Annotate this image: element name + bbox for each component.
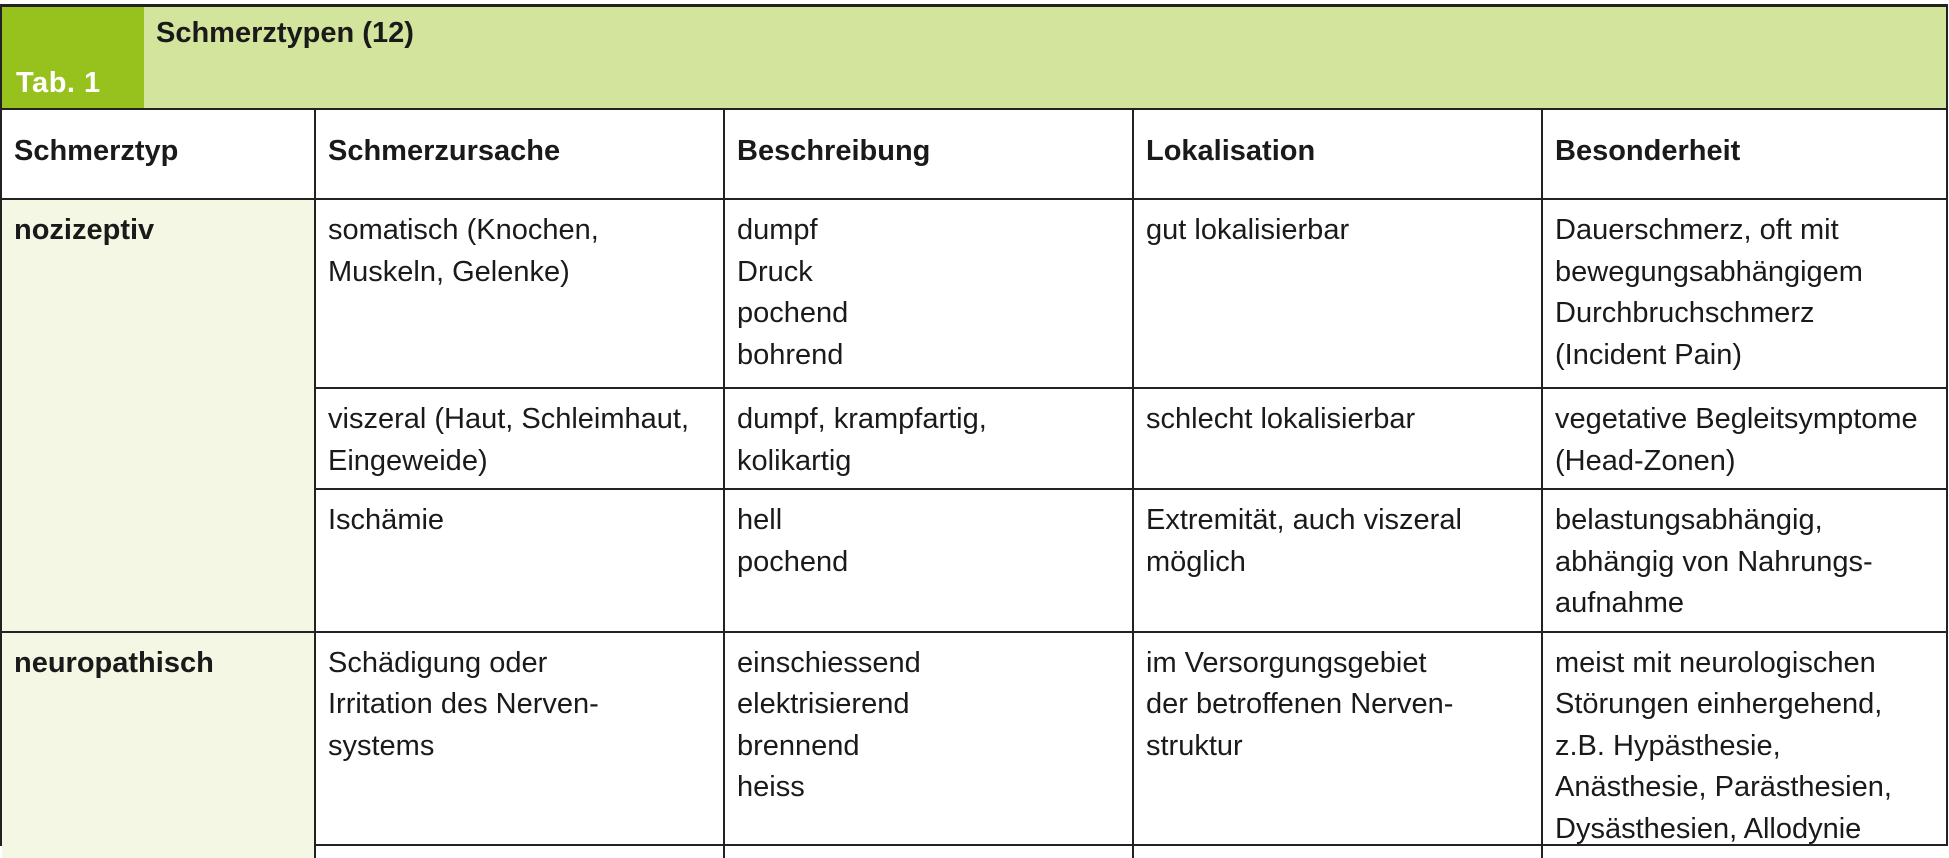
cell-line: Extremität, auch viszeral [1146, 504, 1462, 536]
pain-type-cell [2, 632, 315, 858]
cause-cell [315, 199, 724, 388]
column-header-schmerztyp: Schmerztyp [2, 110, 315, 199]
cell-line: Störungen einhergehend, [1555, 688, 1883, 720]
cell-line: brennend [737, 729, 860, 762]
cell-line: Ischämie [328, 504, 445, 536]
tab-number-badge [2, 7, 144, 108]
column-header-schmerzursache: Schmerzursache [315, 110, 724, 199]
column-header-besonderheit: Besonderheit [1542, 110, 1946, 199]
cell-line: Dauerschmerz, oft mit [1555, 214, 1839, 246]
column-header-beschreibung: Beschreibung [724, 110, 1133, 199]
special-cell [1542, 388, 1946, 489]
cell-line: dumpf, krampfartig, [737, 403, 987, 435]
cause-cell [315, 489, 724, 632]
cell-line: schlecht lokalisierbar [1146, 403, 1416, 435]
cell-line: (Head-Zonen) [1555, 444, 1736, 477]
cell-line: Dysästhesien, Allodynie [1555, 812, 1862, 845]
pain-type-cell [2, 199, 315, 632]
pain-type: neuropathisch [14, 646, 214, 679]
cell-line: gut lokalisierbar [1146, 214, 1350, 246]
description-cell [724, 632, 1133, 858]
special-cell [1542, 489, 1946, 632]
cell-line: Druck [737, 255, 813, 288]
description-cell [724, 388, 1133, 489]
cell-line: viszeral (Haut, Schleimhaut, [328, 403, 690, 435]
cell-line: bewegungsabhängigem [1555, 255, 1863, 288]
pain-type: nozizeptiv [14, 214, 155, 246]
table-frame [0, 4, 1948, 846]
table-row [2, 632, 1946, 858]
cell-line: abhängig von Nahrungs- [1555, 545, 1873, 578]
cell-line: dumpf [737, 214, 818, 246]
cell-line: z.B. Hypästhesie, [1555, 729, 1781, 762]
description-cell [724, 489, 1133, 632]
pain-types-table [2, 110, 1946, 858]
tab-number: Tab. 1 [16, 67, 101, 99]
localisation-cell [1133, 489, 1542, 632]
cell-line: Schädigung oder [328, 646, 548, 679]
cell-line: elektrisierend [737, 688, 910, 720]
cell-line: meist mit neurologischen [1555, 646, 1876, 679]
cell-line: Durchbruchschmerz [1555, 297, 1815, 329]
cell-line: hell [737, 504, 783, 536]
cell-line: Eingeweide) [328, 444, 488, 477]
column-header-lokalisation: Lokalisation [1133, 110, 1542, 199]
cause-cell [315, 632, 724, 858]
cell-line: möglich [1146, 545, 1246, 578]
localisation-cell [1133, 388, 1542, 489]
cell-line: belastungsabhängig, [1555, 504, 1823, 536]
cell-line: somatisch (Knochen, [328, 214, 599, 246]
cell-line: vegetative Begleitsymptome [1555, 403, 1918, 435]
cell-line: aufnahme [1555, 587, 1684, 619]
cell-line: heiss [737, 771, 805, 803]
cell-line: bohrend [737, 338, 844, 371]
localisation-cell [1133, 632, 1542, 858]
special-cell [1542, 199, 1946, 388]
description-cell [724, 199, 1133, 388]
cause-cell [315, 388, 724, 489]
cell-line: pochend [737, 545, 849, 578]
cell-line: Anästhesie, Parästhesien, [1555, 771, 1892, 803]
cell-line: kolikartig [737, 444, 852, 477]
table-title: Schmerztypen (12) [156, 17, 414, 49]
cell-line: der betroffenen Nerven- [1146, 688, 1454, 720]
table-header-row [2, 110, 1946, 199]
cell-line: systems [328, 729, 435, 762]
cell-line: Muskeln, Gelenke) [328, 255, 570, 288]
special-cell [1542, 632, 1946, 858]
table-row [2, 199, 1946, 388]
localisation-cell [1133, 199, 1542, 388]
cell-line: einschiessend [737, 646, 921, 679]
cell-line: Irritation des Nerven- [328, 688, 599, 720]
cell-line: im Versorgungsgebiet [1146, 646, 1427, 679]
cell-line: struktur [1146, 729, 1243, 762]
cell-line: (Incident Pain) [1555, 338, 1742, 371]
table-header-band [2, 7, 1946, 110]
cell-line: pochend [737, 297, 849, 329]
